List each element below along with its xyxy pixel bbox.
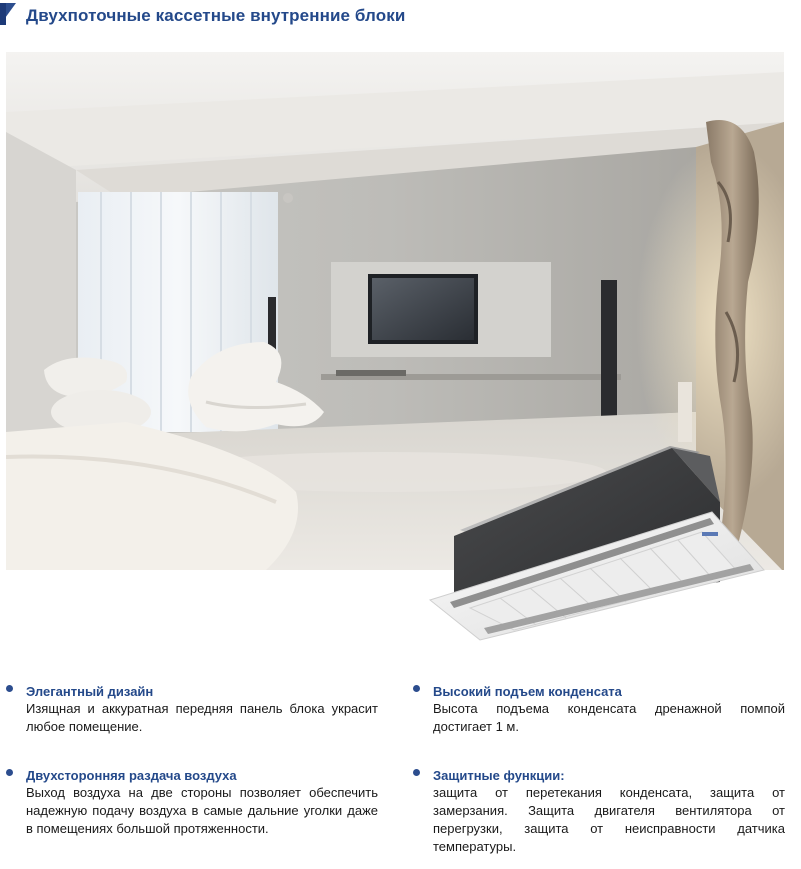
- cassette-unit-illustration: [420, 432, 772, 644]
- feature-text: Высота подъема конденсата дренажной помпой достигает 1 м.: [433, 701, 785, 734]
- feature-text: защита от перетекания конденсата, защита от замерзания. Защита двигателя вентилятора от перегрузки, защита от неисправности датчика температуры.: [433, 785, 785, 854]
- feature-elegant-design: [26, 683, 378, 736]
- bullet-icon: [413, 685, 420, 692]
- bullet-icon: [6, 769, 13, 776]
- feature-title: Высокий подъем конденсата: [433, 684, 622, 699]
- feature-text: Выход воздуха на две стороны позволяет обеспечить надежную подачу воздуха в самые дальние уголки даже в помещениях большой протяженности.: [26, 785, 378, 836]
- feature-condensate-lift: [433, 683, 785, 736]
- feature-title: Защитные функции:: [433, 768, 565, 783]
- page-header: [0, 0, 801, 40]
- corner-mark-icon: [0, 3, 16, 25]
- cassette-unit-image: [420, 432, 772, 644]
- feature-protection: [433, 767, 785, 856]
- bullet-icon: [413, 769, 420, 776]
- feature-text: Изящная и аккуратная передняя панель блока украсит любое помещение.: [26, 701, 378, 734]
- feature-title: Элегантный дизайн: [26, 684, 154, 699]
- page-title: Двухпоточные кассетные внутренние блоки: [26, 6, 406, 25]
- bullet-icon: [6, 685, 13, 692]
- feature-title: Двухсторонняя раздача воздуха: [26, 768, 237, 783]
- feature-two-way-airflow: [26, 767, 378, 838]
